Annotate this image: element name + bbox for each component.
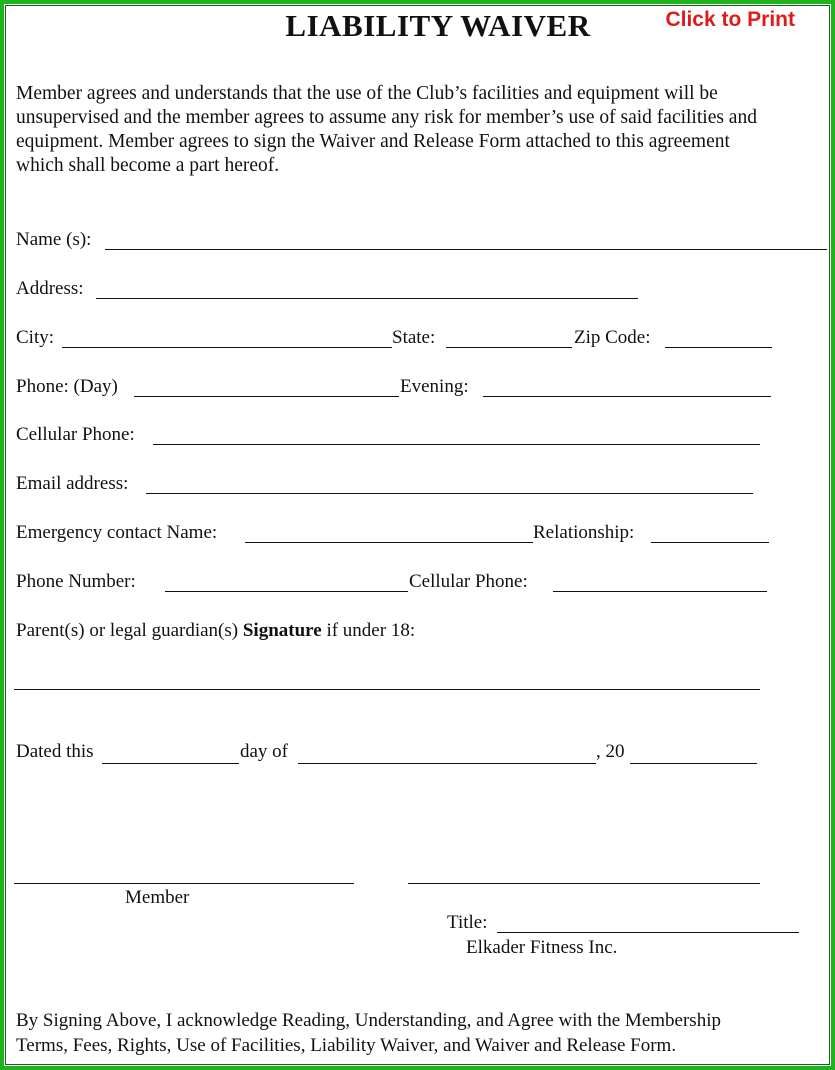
guardian-signature-label: [16, 620, 415, 642]
phone-number-field[interactable]: [165, 591, 408, 592]
email-label: Email address:: [16, 473, 129, 494]
evening-phone-field[interactable]: [483, 396, 771, 397]
guardian-suffix: if under 18:: [326, 620, 416, 641]
city-field[interactable]: [62, 347, 392, 348]
state-label: State:: [392, 327, 436, 348]
member-signature-field[interactable]: [14, 883, 354, 884]
phone-day-field[interactable]: [134, 396, 399, 397]
intro-line: unsupervised and the member agrees to assume any risk for member’s use of said facilities and: [16, 107, 757, 128]
zip-field[interactable]: [665, 347, 772, 348]
guardian-prefix: Parent(s) or legal guardian(s): [16, 620, 239, 641]
city-label: City:: [16, 327, 55, 348]
date-month-field[interactable]: [298, 763, 596, 764]
member-label: Member: [125, 887, 190, 908]
cellular2-label: Cellular Phone:: [409, 571, 528, 592]
acknowledgement-text: [16, 1008, 826, 1058]
relationship-field[interactable]: [651, 542, 769, 543]
company-name: Elkader Fitness Inc.: [466, 937, 618, 958]
footer-line: Terms, Fees, Rights, Use of Facilities, Liability Waiver, and Waiver and Release Form.: [16, 1035, 677, 1056]
state-field[interactable]: [446, 347, 572, 348]
year-prefix-label: , 20: [596, 741, 625, 762]
day-of-label: day of: [240, 741, 289, 762]
document-title: LIABILITY WAIVER: [285, 8, 591, 43]
title-field[interactable]: [497, 932, 799, 933]
dated-this-label: Dated this: [16, 741, 94, 762]
guardian-signature-bold: Signature: [242, 620, 322, 641]
cellular-field[interactable]: [153, 444, 760, 445]
relationship-label: Relationship:: [533, 522, 635, 543]
footer-line: By Signing Above, I acknowledge Reading, Understanding, and Agree with the Membership: [16, 1010, 721, 1031]
email-field[interactable]: [146, 493, 753, 494]
evening-label: Evening:: [400, 376, 469, 397]
cellular2-field[interactable]: [553, 591, 767, 592]
emergency-name-label: Emergency contact Name:: [16, 522, 218, 543]
address-field[interactable]: [96, 298, 638, 299]
click-to-print-link[interactable]: Click to Print: [665, 8, 795, 31]
date-year-field[interactable]: [630, 763, 757, 764]
intro-line: Member agrees and understands that the use of the Club’s facilities and equipment will be: [16, 83, 718, 104]
club-signature-field[interactable]: [408, 883, 760, 884]
intro-line: equipment. Member agrees to sign the Waiver and Release Form attached to this agreement: [16, 131, 730, 152]
intro-paragraph: [16, 82, 828, 178]
date-day-field[interactable]: [102, 763, 239, 764]
phone-number-label: Phone Number:: [16, 571, 136, 592]
name-label: Name (s):: [16, 229, 92, 250]
zip-label: Zip Code:: [574, 327, 651, 348]
emergency-name-field[interactable]: [245, 542, 533, 543]
title-label: Title:: [447, 912, 488, 933]
name-field[interactable]: [105, 249, 827, 250]
cellular-label: Cellular Phone:: [16, 424, 135, 445]
guardian-signature-field[interactable]: [14, 689, 760, 690]
address-label: Address:: [16, 278, 84, 299]
intro-line: which shall become a part hereof.: [16, 155, 280, 176]
phone-day-label: Phone: (Day): [16, 376, 118, 397]
